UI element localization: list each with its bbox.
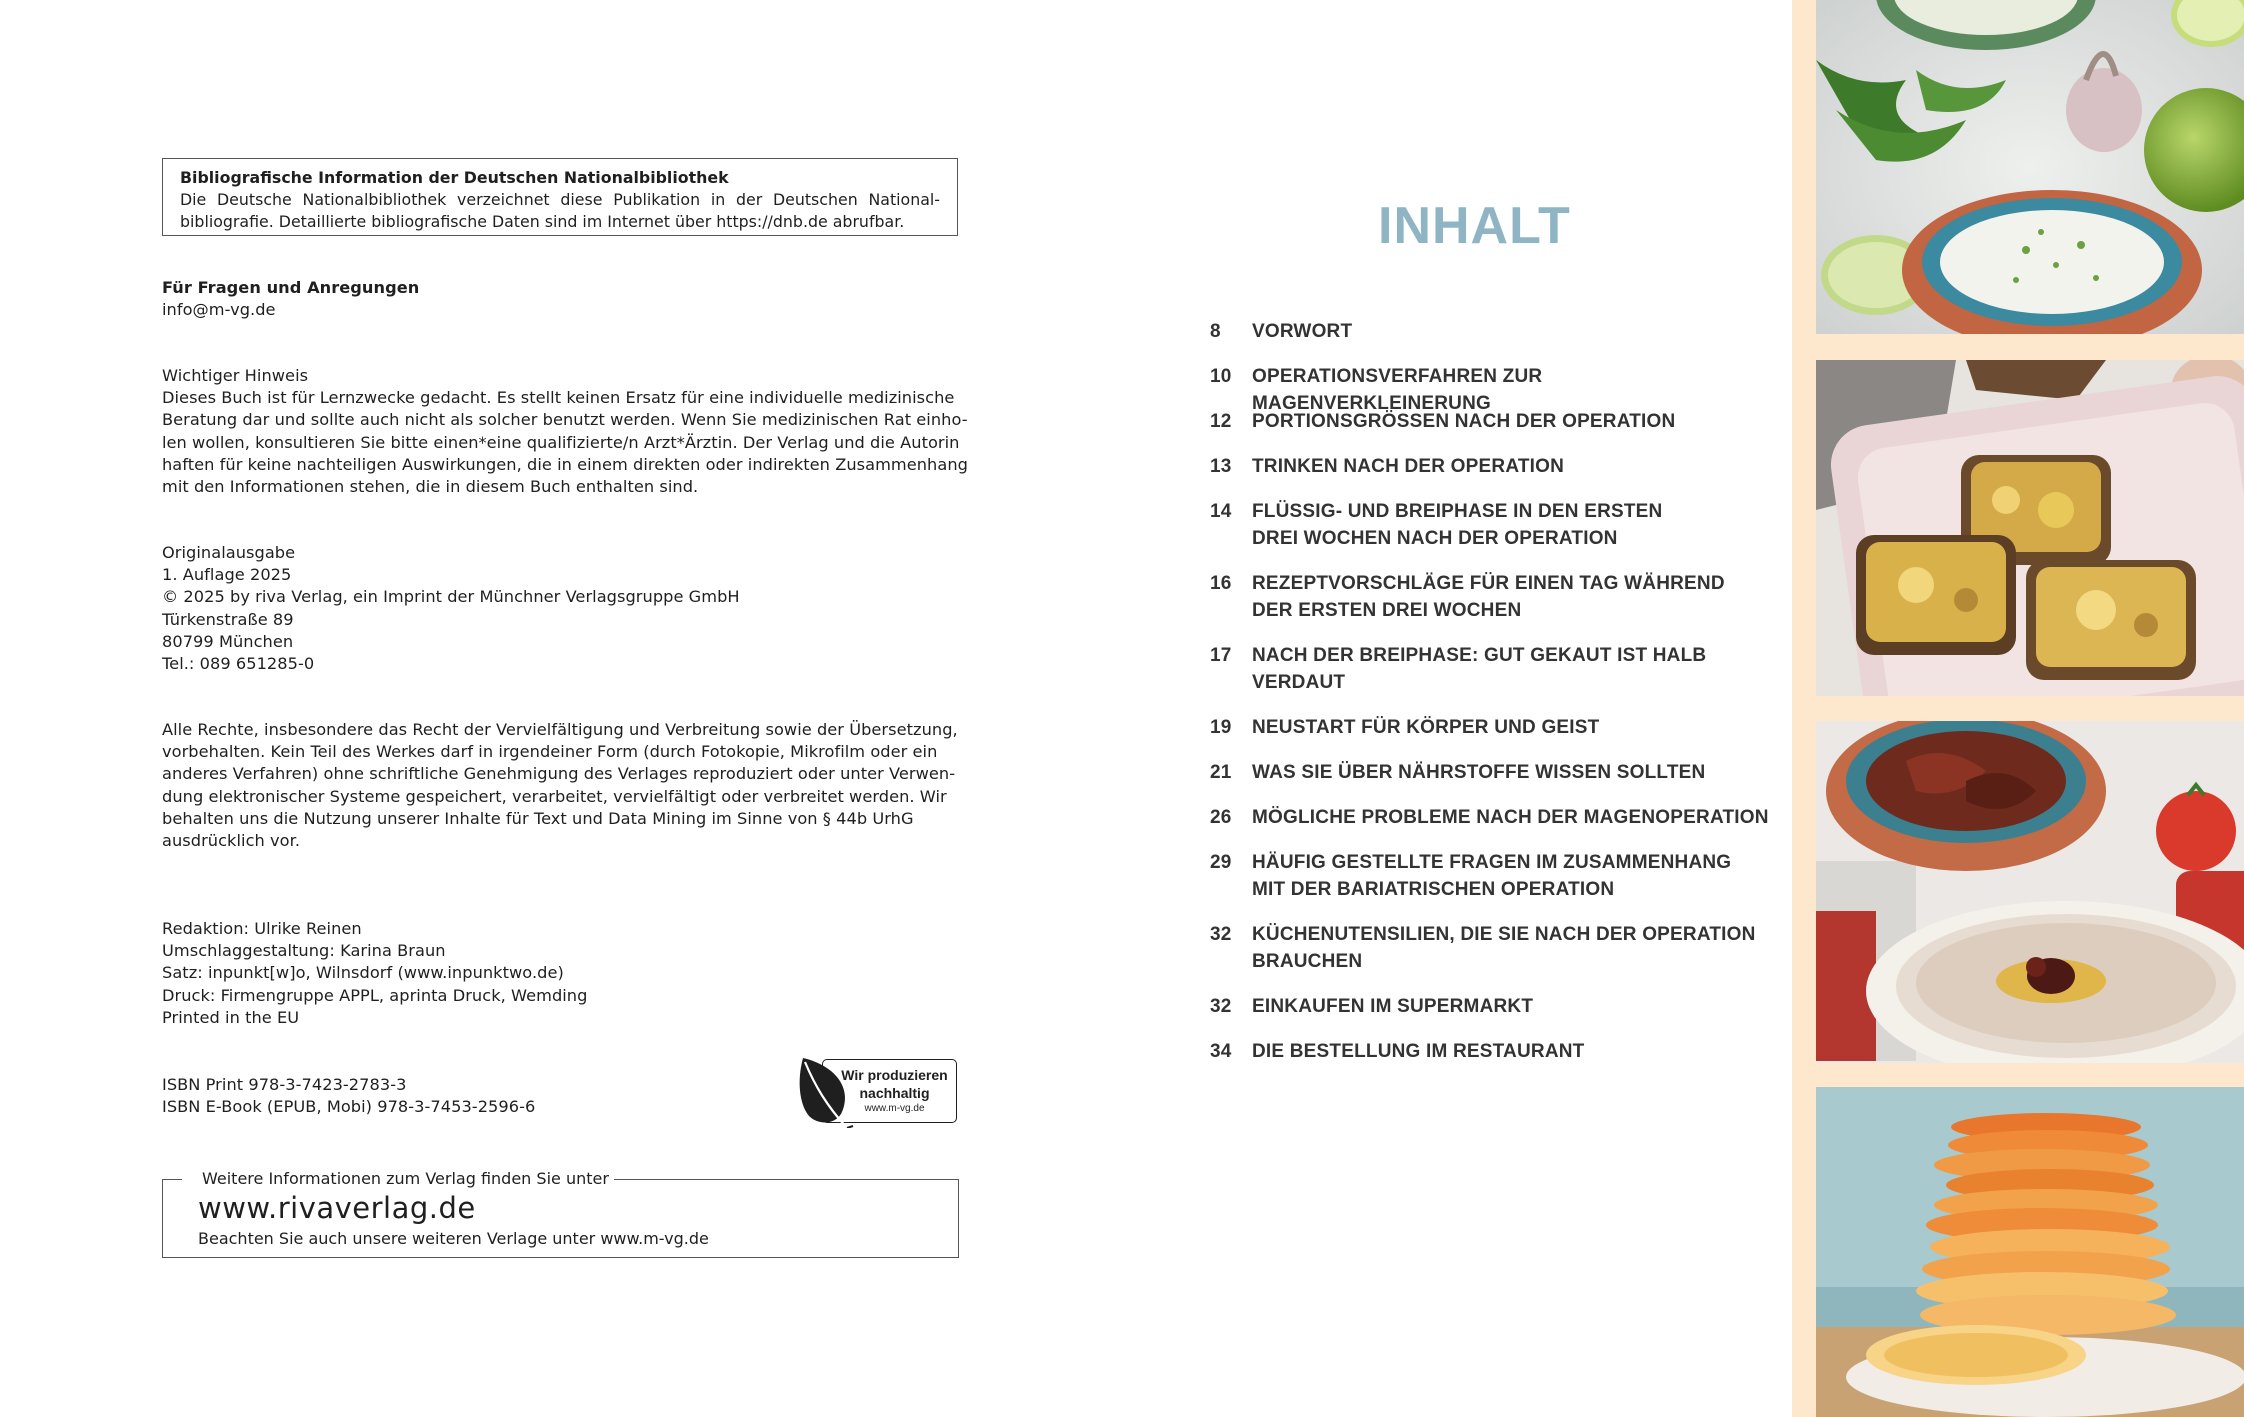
- toc-page-number: 8: [1210, 321, 1221, 342]
- badge-line1: Wir produzieren: [841, 1067, 948, 1083]
- toc-page-number: 14: [1210, 501, 1232, 522]
- credits-line: Umschlaggestaltung: Karina Braun: [162, 941, 446, 961]
- rights-line: Alle Rechte, insbesondere das Recht der Vervielfältigung und Verbreitung sowie der Übersetzung,: [162, 720, 958, 739]
- toc-page-number: 10: [1210, 366, 1232, 387]
- toc-entry-title: [1252, 498, 1772, 552]
- credits-line: Printed in the EU: [162, 1007, 300, 1027]
- website-box: [162, 1169, 959, 1258]
- toc-entry-line: MIT DER BARIATRISCHEN OPERATION: [1252, 879, 1615, 900]
- contact-email: info@m-vg.de: [162, 300, 276, 320]
- cheese-toast-photo: [1816, 360, 2244, 696]
- notice-line: Dieses Buch ist für Lernzwecke gedacht. Es stellt keinen Ersatz für eine individuelle medizinische: [162, 388, 955, 408]
- cheese-crisps-photo: [1816, 1087, 2244, 1417]
- isbn-print: ISBN Print 978-3-7423-2783-3: [162, 1075, 407, 1094]
- credits-line: Druck: Firmengruppe APPL, aprinta Druck, Wemding: [162, 985, 588, 1005]
- rights-line: behalten uns die Nutzung unserer Inhalte für Text und Data Mining im Sinne von § 44b UrhG: [162, 808, 914, 828]
- toc-entry-title: [1252, 921, 1772, 975]
- bibliography-text-line: Die Deutsche Nationalbibliothek verzeichnet diese Publikation in der Deutschen National-: [180, 190, 940, 209]
- toc-entry-title: DIE BESTELLUNG IM RESTAURANT: [1252, 1041, 1585, 1062]
- tomato-spread-photo: [1816, 721, 2244, 1063]
- toc-entry-title: OPERATIONSVERFAHREN ZUR MAGENVERKLEINERUNG: [1252, 366, 1543, 414]
- toc-entry-line: BRAUCHEN: [1252, 951, 1363, 972]
- badge-line2: nachhaltig: [859, 1085, 930, 1101]
- toc-entry-line: FLÜSSIG- UND BREIPHASE IN DEN ERSTEN: [1252, 501, 1663, 522]
- toc-entry-title: TRINKEN NACH DER OPERATION: [1252, 456, 1565, 477]
- toc-title: INHALT: [1378, 197, 1571, 255]
- toc-entry-line: HÄUFIG GESTELLTE FRAGEN IM ZUSAMMENHANG: [1252, 852, 1732, 873]
- website-box-border: [614, 1179, 959, 1180]
- toc-page-number: 29: [1210, 852, 1232, 873]
- toc-page-number: 26: [1210, 807, 1232, 828]
- toc-entry-title: [1252, 570, 1772, 624]
- website-more: Beachten Sie auch unsere weiteren Verlage unter www.m-vg.de: [198, 1229, 709, 1248]
- toc-entry-line: REZEPTVORSCHLÄGE FÜR EINEN TAG WÄHREND: [1252, 573, 1725, 594]
- sustainability-badge: [797, 1056, 960, 1126]
- toc-page-number: 34: [1210, 1041, 1232, 1062]
- toc-page-number: 32: [1210, 924, 1232, 945]
- toc-page-number: 19: [1210, 717, 1232, 738]
- edition-line: Originalausgabe: [162, 543, 296, 562]
- toc-entry-line: VERDAUT: [1252, 672, 1346, 693]
- toc-page-number: 12: [1210, 411, 1232, 432]
- toc-page-number: 21: [1210, 762, 1232, 783]
- website-box-border: [162, 1179, 182, 1180]
- yogurt-dip-photo: [1816, 0, 2244, 334]
- badge-url: www.m-vg.de: [864, 1103, 925, 1114]
- bibliography-title: Bibliografische Information der Deutschen Nationalbibliothek: [180, 168, 729, 187]
- edition-line: Türkenstraße 89: [162, 609, 294, 629]
- bibliography-text-line: bibliografie. Detaillierte bibliografische Daten sind im Internet über https://dnb.de abrufbar.: [180, 212, 905, 231]
- credits-line: Satz: inpunkt[w]o, Wilnsdorf (www.inpunktwo.de): [162, 963, 564, 983]
- edition-block: [162, 542, 962, 675]
- notice-line: mit den Informationen stehen, die in diesem Buch enthalten sind.: [162, 477, 699, 497]
- bibliography-box: [162, 158, 958, 236]
- toc-entry-title: EINKAUFEN IM SUPERMARKT: [1252, 996, 1534, 1017]
- edition-line: Tel.: 089 651285-0: [162, 654, 315, 674]
- toc-entry-title: VORWORT: [1252, 321, 1353, 342]
- notice-line: Beratung dar und sollte auch nicht als solcher benutzt werden. Wenn Sie medizinischen Rat einho-: [162, 410, 968, 430]
- toc-page-number: 13: [1210, 456, 1232, 477]
- toc-page-number: 32: [1210, 996, 1232, 1017]
- contact-block: [162, 277, 962, 321]
- rights-line: anderes Verfahren) ohne schriftliche Genehmigung des Verlages reproduziert oder unter Verwen-: [162, 764, 956, 784]
- toc-page-number: 16: [1210, 573, 1232, 594]
- edition-line: 80799 München: [162, 631, 294, 651]
- toc-entry-title: NEUSTART FÜR KÖRPER UND GEIST: [1252, 717, 1600, 738]
- toc-entry-line: DREI WOCHEN NACH DER OPERATION: [1252, 528, 1618, 549]
- notice-title: Wichtiger Hinweis: [162, 366, 309, 385]
- toc-entry-title: [1252, 642, 1772, 696]
- toc-entry-title: [1252, 849, 1772, 903]
- notice-line: len wollen, konsultieren Sie bitte einen*eine qualifizierte/n Arzt*Ärztin. Der Verlag und die Autorin: [162, 432, 960, 452]
- notice-line: haften für keine nachteiligen Auswirkungen, die in einem direkten oder indirekten Zusammenhang: [162, 454, 968, 474]
- toc-entry-title: PORTIONSGRÖSSEN NACH DER OPERATION: [1252, 411, 1676, 432]
- rights-line: vorbehalten. Kein Teil des Werkes darf in irgendeiner Form (durch Fotokopie, Mikrofilm oder ein: [162, 742, 938, 762]
- website-url[interactable]: www.rivaverlag.de: [198, 1191, 476, 1225]
- isbn-ebook: ISBN E-Book (EPUB, Mobi) 978-3-7453-2596-6: [162, 1097, 536, 1117]
- credits-block: [162, 918, 962, 1029]
- contact-label: Für Fragen und Anregungen: [162, 278, 420, 297]
- rights-line: ausdrücklich vor.: [162, 831, 301, 851]
- toc-entry-line: KÜCHENUTENSILIEN, DIE SIE NACH DER OPERATION: [1252, 924, 1756, 945]
- rights-line: dung elektronischer Systeme gespeichert, verarbeitet, vervielfältigt oder verbreitet werden. Wir: [162, 786, 947, 806]
- leaf-icon: [797, 1056, 857, 1128]
- photo-strip: [1792, 0, 2244, 1417]
- edition-line: 1. Auflage 2025: [162, 565, 292, 585]
- edition-line: © 2025 by riva Verlag, ein Imprint der Münchner Verlagsgruppe GmbH: [162, 587, 740, 607]
- notice-block: [162, 365, 968, 498]
- toc-entry-line: DER ERSTEN DREI WOCHEN: [1252, 600, 1522, 621]
- toc-entry-line: NACH DER BREIPHASE: GUT GEKAUT IST HALB: [1252, 645, 1707, 666]
- toc-entry-title: WAS SIE ÜBER NÄHRSTOFFE WISSEN SOLLTEN: [1252, 762, 1706, 783]
- toc-entry-title: MÖGLICHE PROBLEME NACH DER MAGENOPERATION: [1252, 807, 1769, 828]
- toc-page-number: 17: [1210, 645, 1232, 666]
- credits-line: Redaktion: Ulrike Reinen: [162, 919, 362, 938]
- rights-block: [162, 719, 962, 852]
- website-caption: Weitere Informationen zum Verlag finden Sie unter: [198, 1168, 613, 1190]
